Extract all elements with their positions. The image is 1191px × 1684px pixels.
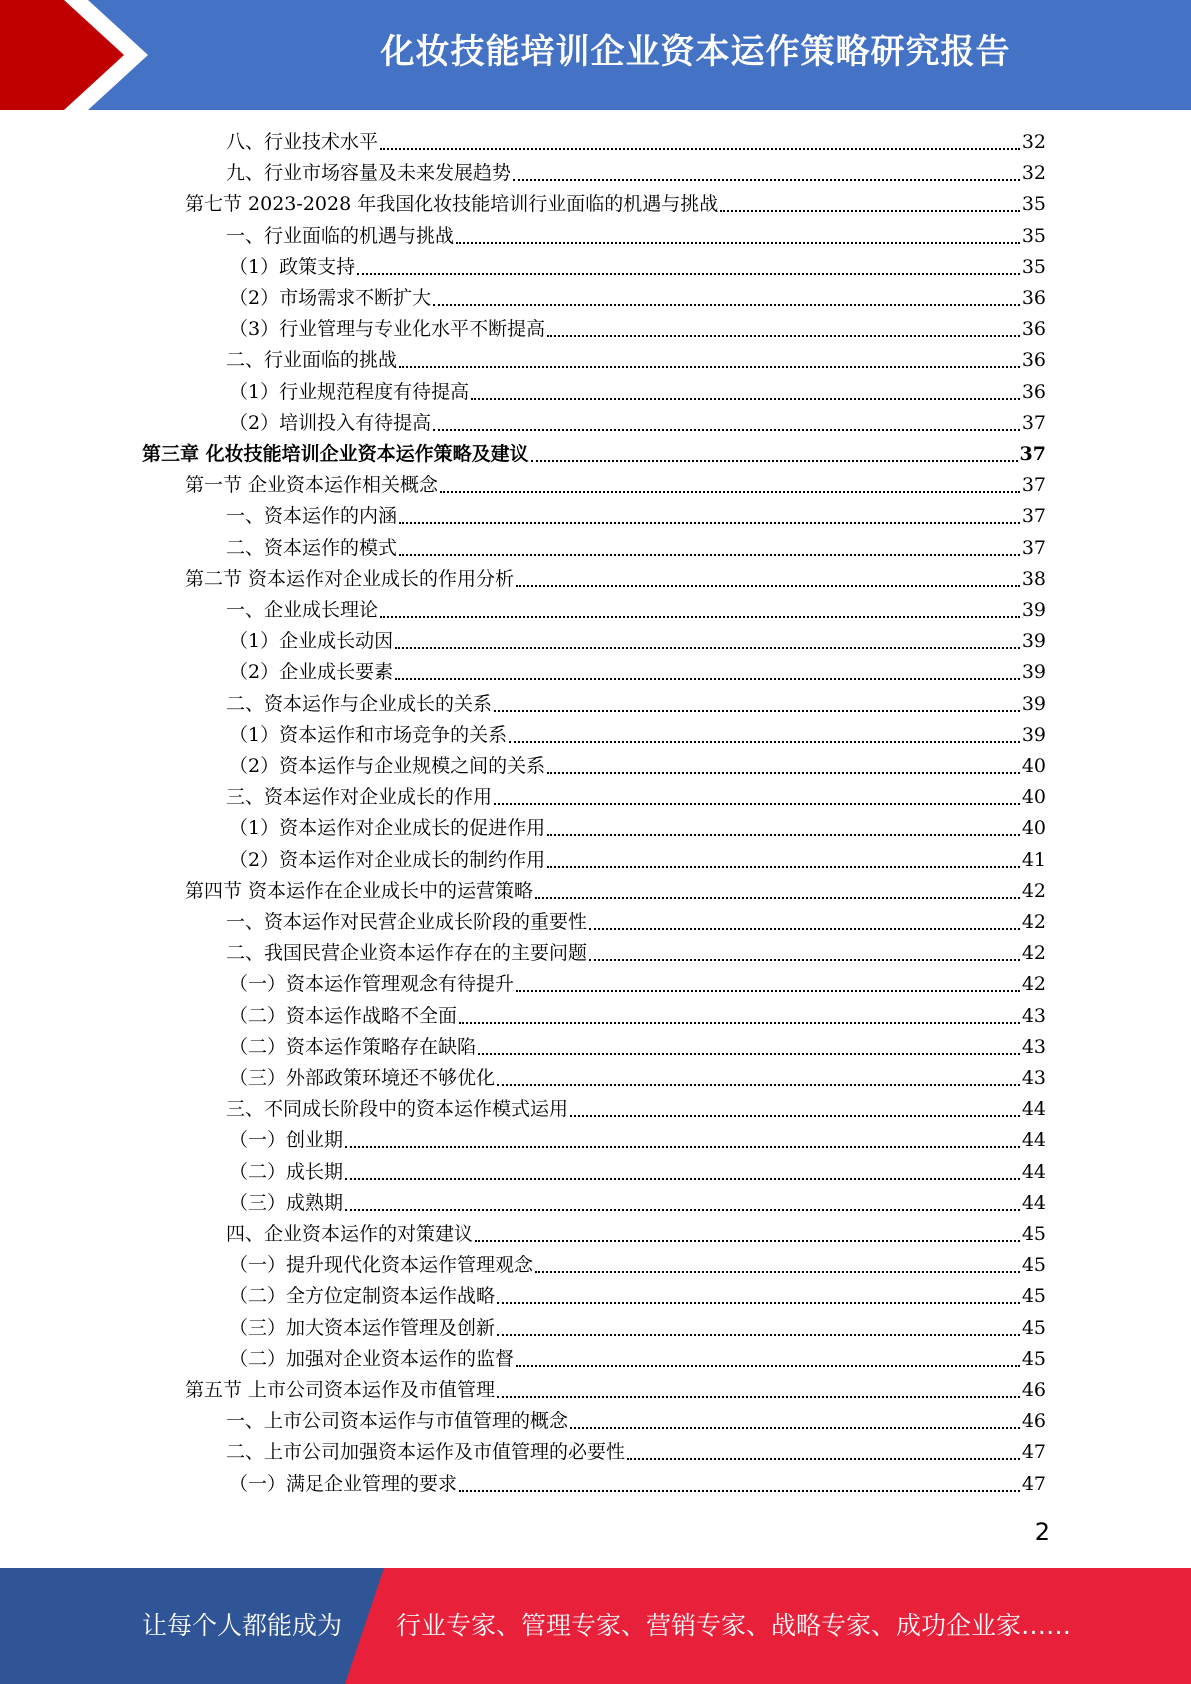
toc-entry-page: 35 (1021, 193, 1046, 216)
toc-dot-leader (547, 770, 1020, 774)
toc-entry[interactable] (229, 252, 1046, 283)
toc-entry-title: （三）外部政策环境还不够优化 (229, 1067, 496, 1089)
toc-dot-leader (475, 1238, 1020, 1242)
footer-slogan-right: 行业专家、管理专家、营销专家、战略专家、成功企业家…… (396, 1611, 1072, 1640)
toc-dot-leader (380, 146, 1020, 150)
toc-dot-leader (471, 396, 1020, 400)
toc-entry-page: 43 (1021, 1004, 1046, 1027)
toc-dot-leader (497, 1332, 1020, 1336)
toc-entry-title: （二）资本运作战略不全面 (229, 1004, 458, 1027)
toc-dot-leader (589, 926, 1020, 930)
toc-entry-title: （1）政策支持 (229, 255, 356, 278)
toc-entry[interactable] (229, 626, 1046, 657)
toc-entry[interactable] (142, 439, 1046, 470)
toc-entry-page: 44 (1021, 1191, 1046, 1214)
toc-entry-title: （1）资本运作和市场竞争的关系 (229, 723, 508, 746)
toc-entry-title: （一）满足企业管理的要求 (229, 1472, 458, 1495)
toc-entry-title: （3）行业管理与专业化水平不断提高 (229, 318, 546, 341)
toc-entry-title: 一、资本运作对民营企业成长阶段的重要性 (226, 911, 588, 933)
toc-entry-title: 二、行业面临的挑战 (226, 349, 398, 372)
toc-dot-leader (547, 333, 1020, 337)
toc-dot-leader (399, 364, 1020, 368)
toc-entry-page: 40 (1021, 786, 1046, 809)
page-header-banner (0, 0, 1191, 110)
toc-entry-page: 40 (1021, 817, 1046, 840)
toc-entry-page: 32 (1021, 162, 1046, 185)
toc-dot-leader (345, 1207, 1020, 1211)
toc-entry[interactable] (185, 876, 1046, 907)
toc-dot-leader (497, 1394, 1020, 1398)
toc-entry-page: 44 (1021, 1129, 1046, 1152)
toc-entry-title: 一、行业面临的机遇与挑战 (226, 224, 455, 247)
toc-entry-title: 九、行业市场容量及未来发展趋势 (226, 162, 512, 185)
toc-entry-title: （一）资本运作管理观念有待提升 (229, 973, 515, 996)
toc-entry-title: 三、资本运作对企业成长的作用 (226, 786, 493, 809)
toc-entry-page: 43 (1021, 1067, 1046, 1089)
toc-entry-page: 47 (1021, 1441, 1046, 1464)
toc-dot-leader (433, 427, 1020, 431)
toc-entry[interactable] (229, 845, 1046, 876)
toc-entry-page: 37 (1021, 536, 1046, 559)
toc-dot-leader (459, 1020, 1020, 1024)
toc-entry[interactable] (226, 1406, 1046, 1437)
toc-dot-leader (516, 988, 1020, 992)
toc-entry-page: 45 (1021, 1316, 1046, 1339)
toc-entry-page: 42 (1021, 942, 1046, 965)
toc-entry-title: （一）提升现代化资本运作管理观念 (229, 1254, 534, 1277)
toc-entry[interactable] (229, 969, 1046, 1000)
toc-dot-leader (535, 895, 1020, 899)
toc-entry-title: 一、上市公司资本运作与市值管理的概念 (226, 1410, 569, 1433)
toc-entry-page: 39 (1021, 723, 1046, 746)
toc-entry-page: 45 (1021, 1347, 1046, 1370)
toc-entry-page: 46 (1021, 1410, 1046, 1433)
report-title: 化妆技能培训企业资本运作策略研究报告 (380, 32, 1011, 72)
toc-entry-title: （1）企业成长动因 (229, 630, 394, 653)
toc-dot-leader (459, 1488, 1020, 1492)
toc-entry-page: 45 (1021, 1223, 1046, 1245)
toc-entry-title: 第五节 上市公司资本运作及市值管理 (185, 1379, 496, 1401)
toc-dot-leader (516, 1363, 1020, 1367)
toc-entry-title: 八、行业技术水平 (226, 131, 379, 153)
toc-entry-title: 三、不同成长阶段中的资本运作模式运用 (226, 1098, 569, 1121)
toc-entry[interactable] (226, 345, 1046, 376)
toc-entry-page: 44 (1021, 1160, 1046, 1183)
toc-entry[interactable] (229, 1344, 1046, 1375)
toc-dot-leader (345, 1144, 1020, 1148)
toc-dot-leader (720, 208, 1020, 212)
toc-entry-page: 36 (1021, 318, 1046, 341)
toc-dot-leader (497, 1300, 1020, 1304)
toc-entry-title: 二、我国民营企业资本运作存在的主要问题 (226, 942, 588, 965)
toc-entry[interactable] (229, 377, 1046, 408)
toc-entry-title: 第三章 化妆技能培训企业资本运作策略及建议 (142, 443, 529, 465)
toc-entry-page: 43 (1021, 1035, 1046, 1058)
toc-entry-page: 46 (1021, 1379, 1046, 1401)
toc-entry[interactable] (229, 283, 1046, 314)
toc-entry-title: （二）全方位定制资本运作战略 (229, 1285, 496, 1308)
toc-dot-leader (570, 1425, 1020, 1429)
toc-entry[interactable] (229, 314, 1046, 345)
toc-entry-title: （2）市场需求不断扩大 (229, 287, 432, 309)
toc-entry[interactable] (229, 1313, 1046, 1344)
toc-entry-title: 第二节 资本运作对企业成长的作用分析 (185, 567, 515, 590)
toc-entry[interactable] (229, 1063, 1046, 1094)
toc-dot-leader (399, 520, 1020, 524)
toc-dot-leader (395, 676, 1020, 680)
toc-entry-title: （二）资本运作策略存在缺陷 (229, 1035, 477, 1058)
toc-dot-leader (589, 957, 1020, 961)
toc-dot-leader (357, 271, 1020, 275)
toc-entry-page: 37 (1021, 505, 1046, 528)
toc-dot-leader (399, 552, 1020, 556)
toc-dot-leader (547, 832, 1020, 836)
toc-entry-page: 45 (1021, 1285, 1046, 1308)
toc-dot-leader (627, 1456, 1020, 1460)
toc-entry-page: 36 (1021, 380, 1046, 403)
toc-entry-page: 36 (1021, 349, 1046, 372)
toc-dot-leader (535, 1269, 1020, 1273)
toc-entry[interactable] (185, 1375, 1046, 1406)
toc-entry-title: （一）创业期 (229, 1129, 344, 1152)
toc-entry-page: 37 (1021, 411, 1046, 434)
toc-entry[interactable] (229, 1250, 1046, 1281)
toc-entry-title: 一、资本运作的内涵 (226, 505, 398, 528)
toc-dot-leader (494, 801, 1020, 805)
toc-entry[interactable] (226, 221, 1046, 252)
toc-entry-page: 47 (1021, 1472, 1046, 1495)
toc-entry-page: 40 (1021, 755, 1046, 777)
page-number: 2 (1034, 1518, 1050, 1546)
toc-entry-title: 四、企业资本运作的对策建议 (226, 1223, 474, 1245)
toc-entry-title: （2）资本运作对企业成长的制约作用 (229, 848, 546, 871)
toc-dot-leader (513, 177, 1020, 181)
toc-entry[interactable] (185, 189, 1046, 220)
header-chevron-decoration (0, 0, 152, 110)
toc-entry-title: （2）企业成长要素 (229, 661, 394, 684)
toc-dot-leader (456, 240, 1020, 244)
toc-entry-title: （三）加大资本运作管理及创新 (229, 1316, 496, 1339)
toc-entry[interactable] (226, 1219, 1046, 1250)
toc-entry[interactable] (226, 127, 1046, 158)
toc-entry[interactable] (229, 408, 1046, 439)
toc-entry-title: （1）资本运作对企业成长的促进作用 (229, 817, 546, 840)
toc-entry-title: （2）培训投入有待提高 (229, 411, 432, 434)
toc-entry[interactable] (226, 1094, 1046, 1125)
toc-dot-leader (547, 864, 1020, 868)
toc-entry[interactable] (229, 657, 1046, 688)
toc-dot-leader (380, 614, 1020, 618)
toc-entry-page: 39 (1021, 661, 1046, 684)
toc-dot-leader (531, 458, 1018, 462)
toc-entry-title: 二、资本运作的模式 (226, 536, 398, 559)
toc-entry[interactable] (185, 564, 1046, 595)
toc-entry-title: （2）资本运作与企业规模之间的关系 (229, 755, 546, 777)
toc-entry-page: 38 (1021, 567, 1046, 590)
toc-entry-page: 37 (1021, 474, 1046, 497)
toc-entry[interactable] (229, 1157, 1046, 1188)
toc-entry-title: 第一节 企业资本运作相关概念 (185, 474, 439, 497)
toc-entry-title: 二、资本运作与企业成长的关系 (226, 692, 493, 715)
toc-entry-page: 39 (1021, 692, 1046, 715)
toc-entry-title: （二）加强对企业资本运作的监督 (229, 1347, 515, 1370)
toc-dot-leader (497, 1082, 1020, 1086)
toc-entry-page: 42 (1021, 973, 1046, 996)
toc-entry-title: 一、企业成长理论 (226, 599, 379, 621)
toc-dot-leader (433, 302, 1020, 306)
toc-entry[interactable] (229, 1125, 1046, 1156)
toc-entry-page: 37 (1019, 443, 1046, 465)
toc-entry-title: （1）行业规范程度有待提高 (229, 380, 470, 403)
toc-entry[interactable] (226, 158, 1046, 189)
toc-dot-leader (494, 708, 1020, 712)
toc-entry-title: 二、上市公司加强资本运作及市值管理的必要性 (226, 1441, 626, 1464)
toc-entry[interactable] (226, 595, 1046, 626)
toc-entry[interactable] (226, 501, 1046, 532)
toc-entry[interactable] (226, 782, 1046, 813)
toc-entry-page: 39 (1021, 599, 1046, 621)
toc-entry[interactable] (229, 751, 1046, 782)
toc-dot-leader (345, 1176, 1020, 1180)
toc-entry[interactable] (226, 938, 1046, 969)
toc-dot-leader (395, 645, 1020, 649)
toc-dot-leader (440, 489, 1020, 493)
toc-entry-page: 44 (1021, 1098, 1046, 1121)
toc-entry-page: 35 (1021, 255, 1046, 278)
toc-entry-title: 第四节 资本运作在企业成长中的运营策略 (185, 879, 534, 902)
toc-entry[interactable] (229, 813, 1046, 844)
toc-dot-leader (570, 1113, 1020, 1117)
toc-dot-leader (516, 583, 1020, 587)
toc-entry-title: 第七节 2023-2028 年我国化妆技能培训行业面临的机遇与挑战 (185, 193, 719, 216)
toc-entry[interactable] (226, 533, 1046, 564)
page-footer-banner (0, 1568, 1191, 1684)
toc-entry[interactable] (185, 470, 1046, 501)
toc-entry[interactable] (226, 1437, 1046, 1468)
footer-slogan-left: 让每个人都能成为 (142, 1611, 343, 1640)
toc-entry-page: 42 (1021, 911, 1046, 933)
toc-entry[interactable] (229, 1001, 1046, 1032)
toc-entry-title: （三）成熟期 (229, 1191, 344, 1214)
toc-entry[interactable] (229, 1188, 1046, 1219)
toc-entry[interactable] (229, 1281, 1046, 1312)
toc-entry-page: 39 (1021, 630, 1046, 653)
toc-entry-page: 42 (1021, 879, 1046, 902)
toc-entry[interactable] (229, 1032, 1046, 1063)
toc-entry[interactable] (226, 907, 1046, 938)
toc-entry-title: （二）成长期 (229, 1160, 344, 1183)
toc-dot-leader (478, 1051, 1020, 1055)
toc-entry[interactable] (229, 720, 1046, 751)
toc-dot-leader (509, 739, 1020, 743)
toc-entry[interactable] (226, 689, 1046, 720)
toc-entry-page: 32 (1021, 131, 1046, 153)
toc-entry[interactable] (229, 1469, 1046, 1500)
toc-entry-page: 41 (1021, 848, 1046, 871)
toc-entry-page: 35 (1021, 224, 1046, 247)
toc-entry-page: 36 (1021, 287, 1046, 309)
toc-entry-page: 45 (1021, 1254, 1046, 1277)
